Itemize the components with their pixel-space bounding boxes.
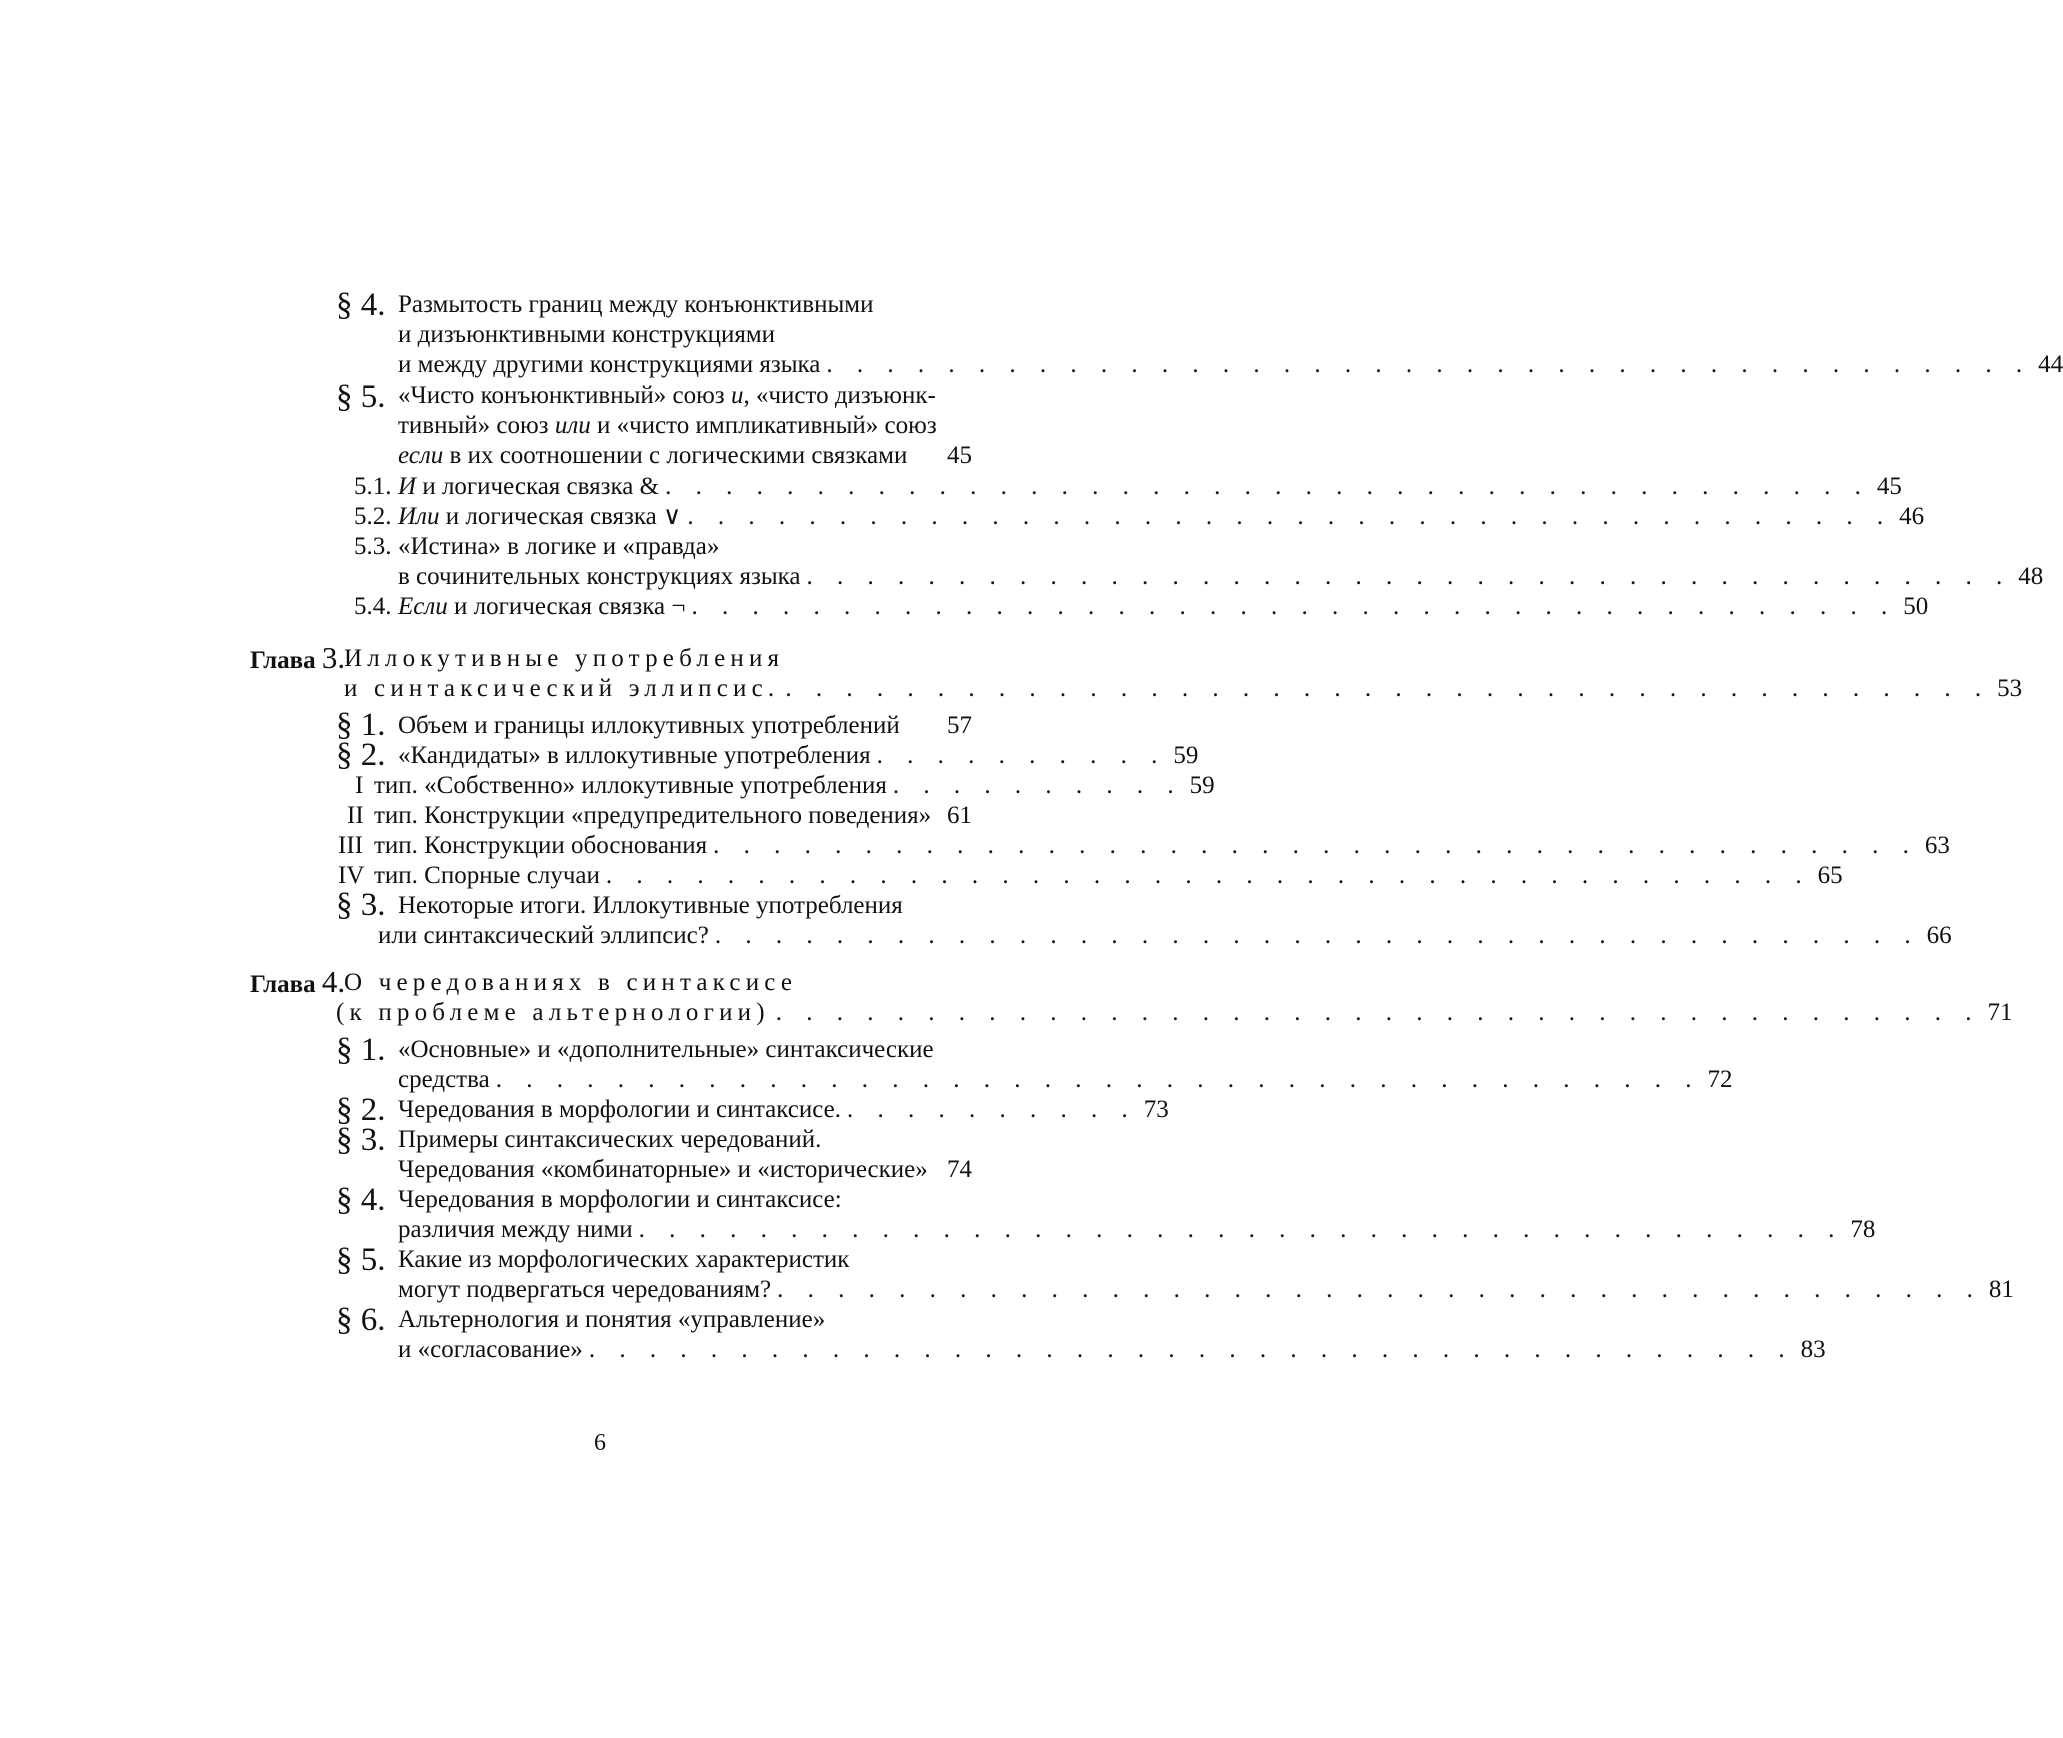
- page-number: 50: [1903, 593, 1929, 620]
- type-number: II: [347, 802, 364, 829]
- toc-entry-line: тивный» союз или и «чисто импликативный» союз: [398, 412, 937, 439]
- toc-entry-line: Примеры синтаксических чередований.: [398, 1126, 822, 1153]
- chapter-heading: [250, 640, 346, 676]
- page-number: 59: [1173, 742, 1199, 769]
- toc-entry-row: [398, 592, 1929, 622]
- toc-entry-row: [398, 1065, 1733, 1095]
- page-number: 46: [1899, 503, 1925, 530]
- toc-entry-line: «Чисто конъюнктивный» союз и, «чисто дизъюнк-: [398, 382, 936, 409]
- toc-entry-text: тип. Спорные случаи: [374, 862, 600, 889]
- chapter-number: 4.: [321, 964, 346, 999]
- toc-entry-row: [398, 441, 972, 471]
- toc-entry-text: если в их соотношении с логическими связками: [398, 442, 908, 469]
- toc-entry-text: и «согласование»: [398, 1336, 583, 1363]
- toc-entry-row: [398, 1215, 1876, 1245]
- toc-entry-row: [374, 831, 1950, 861]
- toc-entry-text: или синтаксический эллипсис?: [378, 922, 709, 949]
- leader-dots: . . . . . . . . . . . . . . . . . . . . . . . . . . . . . . . . . . . . . . . .: [777, 1276, 1982, 1303]
- page-number: 45: [1876, 473, 1902, 500]
- leader-dots: . . . . . . . . . . . . . . . . . . . . . . . . . . . . . . . . . . . . . . . .: [826, 351, 2032, 378]
- page-folio: 6: [594, 1430, 606, 1456]
- toc-entry-row: [344, 674, 2023, 704]
- section-mark: § 5.: [336, 379, 386, 415]
- page-number: 66: [1926, 922, 1952, 949]
- leader-dots: . . . . . . . . . . . . . . . . . . . . . . . . . . . . . . . . . . . . . . . .: [713, 832, 1918, 859]
- leader-dots: . . . . . . . . . . . . . . . . . . . . . . . . . . . . . . . . . . . . . . . .: [775, 999, 1981, 1026]
- toc-entry-row: [336, 998, 2013, 1028]
- toc-entry-row: [398, 1155, 972, 1185]
- section-mark: § 1.: [336, 1032, 386, 1068]
- page-number: 61: [947, 802, 972, 829]
- section-mark: § 4.: [336, 287, 386, 323]
- toc-entry-row: [398, 1095, 1169, 1125]
- section-mark: § 5.: [336, 1242, 386, 1278]
- toc-entry-row: [398, 562, 2044, 592]
- section-mark: § 2.: [336, 1092, 386, 1128]
- subsection-number: 5.1.: [354, 473, 392, 500]
- chapter-label: Глава: [250, 647, 316, 674]
- leader-dots: . . . . . . . . . . . . . . . . . . . . . . . . . . . . . . . . . . . . . . . .: [687, 503, 1893, 530]
- toc-entry-row: [398, 1275, 2014, 1305]
- page-number: 45: [947, 442, 972, 469]
- toc-entry-row: [398, 350, 2063, 380]
- toc-entry-text: Чередования «комбинаторные» и «исторические»: [398, 1156, 928, 1183]
- page-number: 74: [947, 1156, 972, 1183]
- toc-entry-text: могут подвергаться чередованиям?: [398, 1276, 772, 1303]
- toc-entry-text: Чередования в морфологии и синтаксисе.: [398, 1096, 841, 1123]
- section-mark: § 3.: [336, 887, 386, 923]
- toc-entry-row: [374, 801, 972, 831]
- leader-dots: . . . . . . . . . .: [892, 772, 1183, 799]
- leader-dots: . . . . . . . . . . . . . . . . . . . . . . . . . . . . . . . . . . . . . . . .: [714, 922, 1920, 949]
- page-number: 72: [1707, 1066, 1733, 1093]
- toc-entry-text: тип. «Собственно» иллокутивные употребления: [374, 772, 887, 799]
- page-number: 83: [1800, 1336, 1826, 1363]
- page-number: 63: [1924, 832, 1950, 859]
- toc-entry-line: Чередования в морфологии и синтаксисе:: [398, 1186, 842, 1213]
- toc-entry-row: [398, 472, 1902, 502]
- page-number: 59: [1189, 772, 1215, 799]
- chapter-label: Глава: [250, 971, 316, 998]
- page-number: 71: [1987, 999, 2013, 1026]
- leader-dots: . . . . . . . . . . . . . . . . . . . . . . . . . . . . . . . . . . . . . . . .: [638, 1216, 1844, 1243]
- type-number: IV: [338, 862, 365, 889]
- leader-dots: . . . . . . . . . . . . . . . . . . . . . . . . . . . . . . . . . . . . . . . .: [691, 593, 1897, 620]
- page-number: 44: [2038, 351, 2063, 378]
- toc-entry-row: [374, 771, 1215, 801]
- page-number: 73: [1143, 1096, 1169, 1123]
- page-number: 78: [1850, 1216, 1876, 1243]
- chapter-title-line: Иллокутивные употребления: [344, 645, 785, 672]
- toc-entry-line: Альтернология и понятия «управление»: [398, 1306, 826, 1333]
- toc-entry-row: [398, 1335, 1826, 1365]
- toc-entry-line: Какие из морфологических характеристик: [398, 1246, 850, 1273]
- subsection-number: 5.3.: [354, 533, 392, 560]
- page-number: 81: [1988, 1276, 2014, 1303]
- leader-dots: . . . . . . . . . . . . . . . . . . . . . . . . . . . . . . . . . . . . . . . .: [785, 675, 1991, 702]
- toc-entry-line: «Истина» в логике и «правда»: [398, 533, 720, 560]
- chapter-heading: [250, 964, 346, 1000]
- leader-dots: . . . . . . . . . . . . . . . . . . . . . . . . . . . . . . . . . . . . . . . .: [605, 862, 1811, 889]
- toc-entry-text: «Кандидаты» в иллокутивные употребления: [398, 742, 871, 769]
- toc-entry-row: [398, 711, 972, 741]
- leader-dots: . . . . . . . . . . . . . . . . . . . . . . . . . . . . . . . . . . . . . . . .: [665, 473, 1870, 500]
- toc-entry-line: Размытость границ между конъюнктивными: [398, 291, 874, 318]
- page-number: 48: [2018, 563, 2044, 590]
- chapter-number: 3.: [321, 640, 346, 675]
- toc-entry-text: и между другими конструкциями языка: [398, 351, 821, 378]
- section-mark: § 3.: [336, 1122, 386, 1158]
- section-mark: § 4.: [336, 1182, 386, 1218]
- toc-entry-row: [398, 741, 1199, 771]
- leader-dots: . . . . . . . . . . . . . . . . . . . . . . . . . . . . . . . . . . . . . . . .: [588, 1336, 1794, 1363]
- chapter-title-line: О чередованиях в синтаксисе: [344, 969, 798, 996]
- chapter-title-line: (к проблеме альтернологии): [336, 999, 770, 1026]
- leader-dots: . . . . . . . . . . . . . . . . . . . . . . . . . . . . . . . . . . . . . . . .: [495, 1066, 1701, 1093]
- section-mark: § 2.: [336, 737, 386, 773]
- toc-entry-line: «Основные» и «дополнительные» синтаксические: [398, 1036, 934, 1063]
- page-number: 53: [1997, 675, 2023, 702]
- toc-entry-text: Объем и границы иллокутивных употреблений: [398, 712, 900, 739]
- toc-entry-text: тип. Конструкции обоснования: [374, 832, 708, 859]
- toc-entry-text: Если и логическая связка ¬: [398, 593, 686, 620]
- toc-entry-text: средства: [398, 1066, 490, 1093]
- toc-entry-text: И и логическая связка &: [398, 473, 660, 500]
- toc-entry-line: и дизъюнктивными конструкциями: [398, 321, 776, 348]
- toc-entry-text: тип. Конструкции «предупредительного поведения»: [374, 802, 932, 829]
- page-number: 65: [1817, 862, 1843, 889]
- toc-entry-text: Или и логическая связка ∨: [398, 503, 682, 530]
- type-number: III: [338, 832, 363, 859]
- leader-dots: . . . . . . . . . . . . . . . . . . . . . . . . . . . . . . . . . . . . . . . .: [806, 563, 2012, 590]
- toc-entry-text: различия между ними: [398, 1216, 633, 1243]
- leader-dots: . . . . . . . . . .: [846, 1096, 1137, 1123]
- toc-entry-text: в сочинительных конструкциях языка: [398, 563, 801, 590]
- toc-entry-row: [374, 861, 1843, 891]
- toc-entry-row: [378, 921, 1952, 951]
- section-mark: § 1.: [336, 707, 386, 743]
- page-number: 57: [947, 712, 972, 739]
- chapter-title-line: и синтаксический эллипсис.: [344, 675, 780, 702]
- subsection-number: 5.2.: [354, 503, 392, 530]
- toc-entry-line: Некоторые итоги. Иллокутивные употребления: [398, 892, 903, 919]
- subsection-number: 5.4.: [354, 593, 392, 620]
- section-mark: § 6.: [336, 1302, 386, 1338]
- type-number: I: [355, 772, 364, 799]
- toc-entry-row: [398, 502, 1925, 532]
- leader-dots: . . . . . . . . . .: [876, 742, 1167, 769]
